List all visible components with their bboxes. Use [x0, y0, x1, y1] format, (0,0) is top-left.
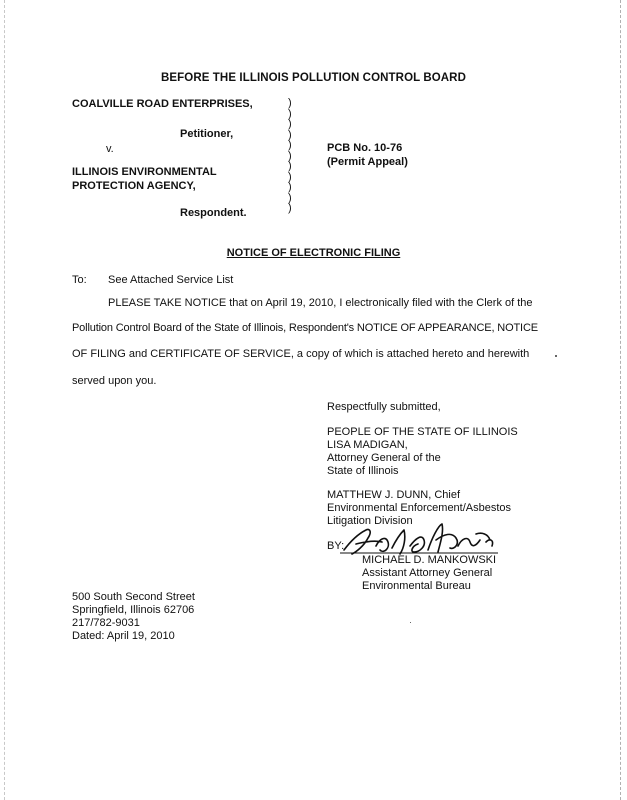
case-number: PCB No. 10-76 [327, 142, 403, 154]
respondent-name-line2: PROTECTION AGENCY, [72, 180, 196, 192]
address-city: Springfield, Illinois 62706 [72, 604, 195, 616]
caption-paren: ) [288, 149, 292, 162]
caption-paren: ) [288, 181, 292, 193]
attorney-general-name: LISA MADIGAN, [327, 439, 408, 451]
signer-title-1: Assistant Attorney General [362, 567, 493, 579]
caption-paren: ) [288, 160, 292, 172]
notice-title: NOTICE OF ELECTRONIC FILING [226, 247, 401, 259]
to-label: To: [72, 274, 87, 286]
chief-title-1: Environmental Enforcement/Asbestos [327, 502, 512, 514]
to-value: See Attached Service List [108, 274, 234, 286]
respondent-name-line1: ILLINOIS ENVIRONMENTAL [72, 166, 217, 178]
document-heading: BEFORE THE ILLINOIS POLLUTION CONTROL BOARD [160, 72, 466, 84]
caption-paren: ) [288, 191, 292, 204]
respondent-role: Respondent. [180, 207, 247, 219]
address-phone: 217/782-9031 [72, 617, 140, 629]
caption-paren: ) [288, 107, 292, 120]
case-type: (Permit Appeal) [327, 156, 408, 168]
caption-paren: ) [288, 118, 292, 130]
party-name: PEOPLE OF THE STATE OF ILLINOIS [327, 426, 518, 438]
petitioner-role: Petitioner, [180, 128, 234, 140]
versus-label: v. [106, 143, 114, 155]
closing-text: Respectfully submitted, [327, 401, 441, 413]
attorney-general-title-1: Attorney General of the [327, 452, 441, 464]
caption-paren-column [288, 98, 292, 214]
scan-speck [555, 355, 557, 357]
signer-name: MICHAEL D. MANKOWSKI [362, 554, 497, 566]
body-line-3: OF FILING and CERTIFICATE OF SERVICE, a copy of which is attached hereto and herewith [72, 348, 530, 360]
body-line-2: Pollution Control Board of the State of Illinois, Respondent's NOTICE OF APPEARANCE, NOTICE [72, 322, 538, 334]
address-street: 500 South Second Street [72, 591, 195, 603]
scan-speck [410, 622, 411, 623]
caption-paren: ) [288, 202, 292, 214]
caption-paren: ) [288, 139, 292, 151]
attorney-general-title-2: State of Illinois [327, 465, 399, 477]
caption-paren: ) [288, 128, 292, 141]
caption-paren: ) [288, 97, 292, 109]
scan-edge-left [4, 0, 6, 800]
signature-stroke [344, 524, 493, 554]
signer-title-2: Environmental Bureau [362, 580, 471, 592]
caption-paren: ) [288, 170, 292, 183]
body-line-1: PLEASE TAKE NOTICE that on April 19, 2010, I electronically filed with the Clerk of the [108, 297, 533, 309]
by-label: BY: [327, 540, 345, 552]
scan-edge-right [620, 0, 622, 800]
petitioner-name: COALVILLE ROAD ENTERPRISES, [72, 98, 253, 110]
chief-name: MATTHEW J. DUNN, Chief [327, 489, 461, 501]
date-line: Dated: April 19, 2010 [72, 630, 175, 642]
chief-title-2: Litigation Division [327, 515, 413, 527]
office-address [72, 591, 195, 643]
body-line-4: served upon you. [72, 375, 157, 387]
